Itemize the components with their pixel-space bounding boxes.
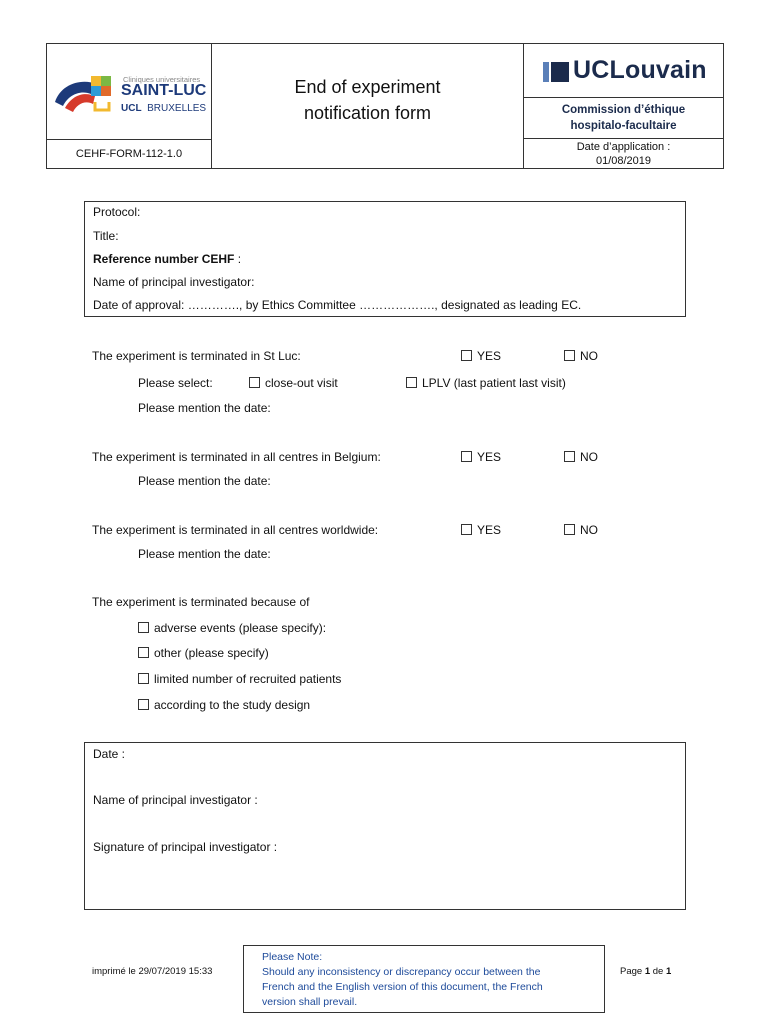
uclouvain-logo-text: UCLouvain xyxy=(573,56,707,84)
q2-date-label: Please mention the date: xyxy=(138,474,271,488)
reason-option[interactable]: adverse events (please specify): xyxy=(138,621,326,635)
divider xyxy=(523,138,724,139)
q1-closeout-option[interactable]: close-out visit xyxy=(249,376,338,390)
signature-date-label: Date : xyxy=(93,747,126,761)
reference-label: Reference number CEHF : xyxy=(93,252,242,266)
note-line: version shall prevail. xyxy=(262,996,358,1008)
printed-date: imprimé le 29/07/2019 15:33 xyxy=(92,966,213,977)
q1-select-label: Please select: xyxy=(138,376,213,390)
q3-yes-option[interactable]: YES xyxy=(461,523,501,537)
checkbox-icon[interactable] xyxy=(564,350,575,361)
form-title: End of experiment notification form xyxy=(294,77,441,123)
note-line: French and the English version of this document, the French xyxy=(262,981,543,993)
saint-luc-emblem-icon xyxy=(51,72,117,116)
logo-sub-text: UCL BRUXELLES xyxy=(121,103,207,114)
q2-label: The experiment is terminated in all centres in Belgium: xyxy=(92,450,381,464)
q3-no-option[interactable]: NO xyxy=(564,523,598,537)
checkbox-icon[interactable] xyxy=(564,451,575,462)
logo-small-text: Cliniques universitaires xyxy=(123,75,201,84)
checkbox-icon[interactable] xyxy=(461,451,472,462)
checkbox-icon[interactable] xyxy=(249,377,260,388)
signature-box xyxy=(84,742,686,910)
form-header xyxy=(46,43,724,169)
checkbox-icon[interactable] xyxy=(138,699,149,710)
note-line: Should any inconsistency or discrepancy occur between the xyxy=(262,966,541,978)
note-title: Please Note: xyxy=(262,951,323,963)
checkbox-icon[interactable] xyxy=(564,524,575,535)
q1-no-option[interactable]: NO xyxy=(564,349,598,363)
checkbox-icon[interactable] xyxy=(138,647,149,658)
reason-option[interactable]: according to the study design xyxy=(138,698,310,712)
title-label: Title: xyxy=(93,229,119,243)
checkbox-icon[interactable] xyxy=(138,673,149,684)
q1-date-label: Please mention the date: xyxy=(138,401,271,415)
form-code: CEHF-FORM-112-1.0 xyxy=(75,148,183,160)
divider xyxy=(47,139,211,140)
q3-date-label: Please mention the date: xyxy=(138,547,271,561)
saint-luc-logo xyxy=(51,72,211,116)
q2-yes-option[interactable]: YES xyxy=(461,450,501,464)
q3-label: The experiment is terminated in all centres worldwide: xyxy=(92,523,379,537)
uclouvain-mark-icon xyxy=(543,60,569,84)
checkbox-icon[interactable] xyxy=(461,350,472,361)
q1-label: The experiment is terminated in St Luc: xyxy=(92,349,301,363)
q1-lplv-option[interactable]: LPLV (last patient last visit) xyxy=(406,376,566,390)
signature-label: Signature of principal investigator : xyxy=(93,840,278,854)
application-date: Date d’application : 01/08/2019 xyxy=(576,141,671,167)
q2-no-option[interactable]: NO xyxy=(564,450,598,464)
checkbox-icon[interactable] xyxy=(406,377,417,388)
commission-name: Commission d’éthique hospitalo-facultaire xyxy=(561,104,686,132)
please-note-box xyxy=(243,945,605,1013)
q1-yes-option[interactable]: YES xyxy=(461,349,501,363)
reason-option[interactable]: limited number of recruited patients xyxy=(138,672,341,686)
approval-label: Date of approval: …………., by Ethics Committee ………………., designated as leading EC. xyxy=(93,298,582,312)
logo-main-text: SAINT-LUC xyxy=(121,82,207,99)
divider xyxy=(523,97,724,98)
investigator-label: Name of principal investigator: xyxy=(93,275,255,289)
protocol-box xyxy=(84,201,686,317)
reason-option[interactable]: other (please specify) xyxy=(138,646,269,660)
checkbox-icon[interactable] xyxy=(461,524,472,535)
signature-name-label: Name of principal investigator : xyxy=(93,793,258,807)
reason-title: The experiment is terminated because of xyxy=(92,595,310,609)
checkbox-icon[interactable] xyxy=(138,622,149,633)
page-number: Page 1 de 1 xyxy=(620,966,672,977)
protocol-label: Protocol: xyxy=(93,205,141,219)
